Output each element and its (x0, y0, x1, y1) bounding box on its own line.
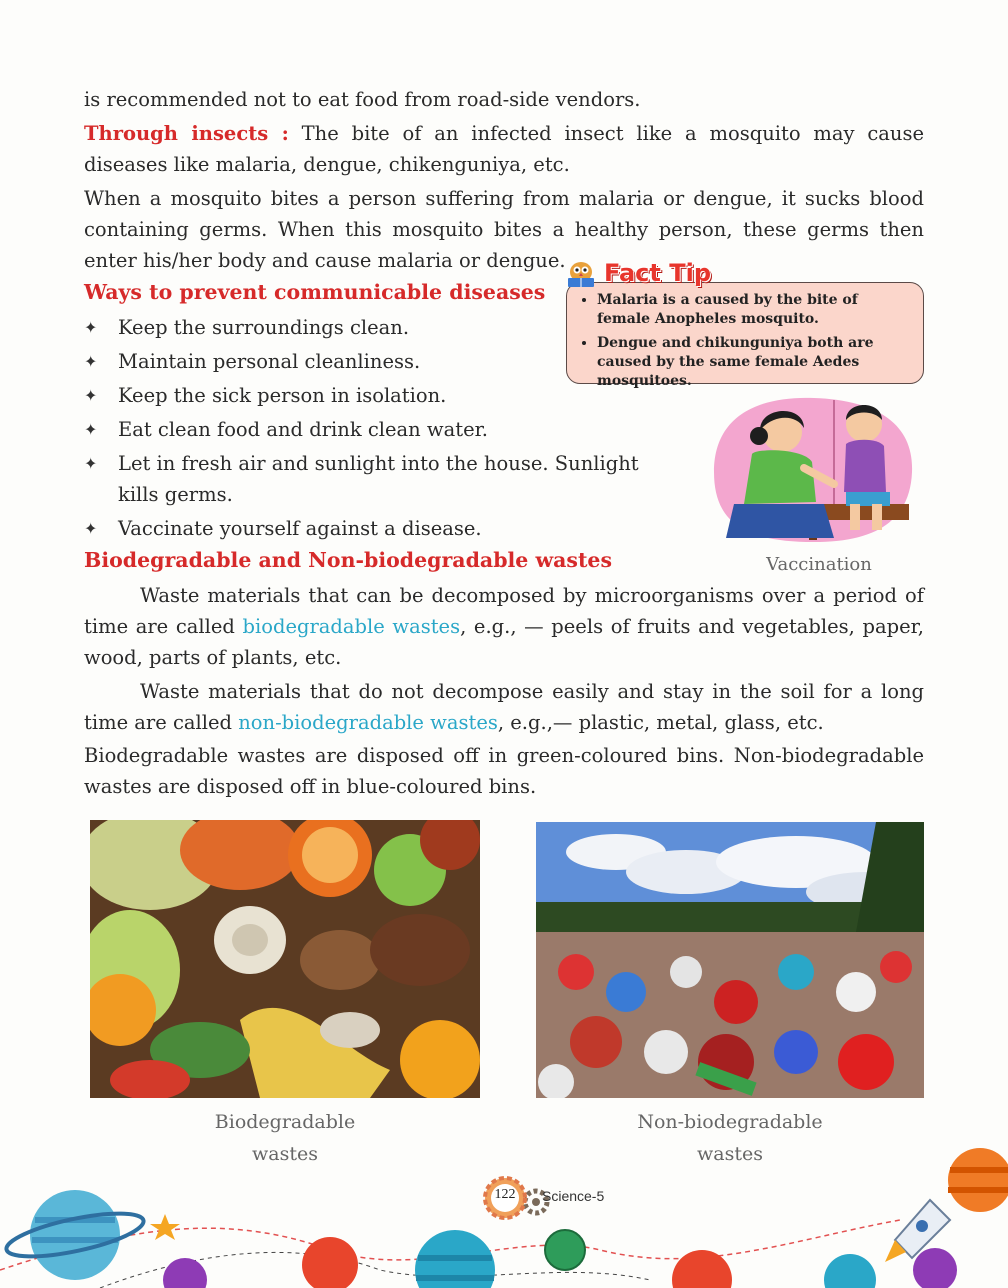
page-number-badge (482, 1175, 528, 1225)
non-biodegradable-caption: Non-biodegradable wastes (637, 1111, 823, 1165)
fact-item: • Malaria is a caused by the bite of female Anopheles mosquito. (597, 291, 913, 329)
list-item: ✦ Eat clean food and drink clean water. (84, 414, 674, 445)
waste-paragraph-2: Waste materials that do not decompose easily and stay in the soil for a long time are called non-biodegradable wastes, e.g.,— plastic, metal, glass, etc. (84, 680, 924, 734)
list-item: ✦ Let in fresh air and sunlight into the house. Sunlight kills germs. (84, 448, 674, 510)
fact-tip-title (562, 258, 711, 288)
waste-heading: Biodegradable and Non-biodegradable wastes (84, 548, 613, 572)
star-bullet-icon: ✦ (84, 352, 98, 371)
page-number: 122 (494, 1187, 516, 1202)
star-bullet-icon: ✦ (84, 386, 98, 405)
waste-paragraph-1: Waste materials that can be decomposed by microorganisms over a period of time are called biodegradable wastes, e.g., — peels of fruits and vegetables, paper, wood, parts of plants, etc. (84, 584, 925, 669)
list-item: ✦ Maintain personal cleanliness. (84, 346, 674, 377)
planet-left-icon (3, 1190, 147, 1280)
book-title: Science-5 (542, 1188, 605, 1204)
insects-text: The bite of an infected insect like a mosquito may cause diseases like malaria, dengue, chikenguniya, etc. (84, 122, 924, 176)
intro-text: is recommended not to eat food from road-side vendors. (84, 88, 641, 111)
fact-tip-box (562, 258, 932, 389)
fact-item: • Dengue and chikunguniya both are caused by the same female Aedes mosquitoes. (597, 334, 913, 391)
star-bullet-icon: ✦ (84, 420, 98, 439)
fact-tip-content (566, 282, 924, 389)
prevent-heading: Ways to prevent communicable diseases (84, 280, 546, 304)
insects-paragraph (84, 118, 924, 180)
list-item: ✦ Vaccinate yourself against a disease. (84, 513, 674, 544)
owl-reading-icon (562, 258, 600, 288)
list-item: ✦ Keep the surroundings clean. (84, 312, 674, 343)
biodegradable-term: biodegradable wastes (242, 615, 461, 638)
list-item: ✦ Keep the sick person in isolation. (84, 380, 674, 411)
vaccination-illustration (704, 392, 918, 546)
non-biodegradable-term: non-biodegradable wastes (238, 711, 498, 734)
star-bullet-icon: ✦ (84, 318, 98, 337)
waste-paragraph-3: Biodegradable wastes are disposed off in green-coloured bins. Non-biodegradable wastes are disposed off in blue-coloured bins. (84, 744, 924, 798)
non-biodegradable-photo (536, 822, 924, 1098)
star-bullet-icon: ✦ (84, 454, 98, 473)
mosquito-text: When a mosquito bites a person suffering from malaria or dengue, it sucks blood containing germs. When this mosquito bites a healthy person, these germs then enter his/her body and cause malaria or dengue. (84, 187, 924, 272)
intro-line (84, 84, 924, 115)
biodegradable-caption: Biodegradable wastes (214, 1111, 356, 1165)
insects-label: Through insects : (84, 122, 289, 145)
fact-tip-heading: Fact Tip (604, 259, 712, 287)
biodegradable-photo (90, 820, 480, 1098)
star-bullet-icon: ✦ (84, 519, 98, 538)
vaccination-caption: Vaccination (766, 554, 872, 575)
